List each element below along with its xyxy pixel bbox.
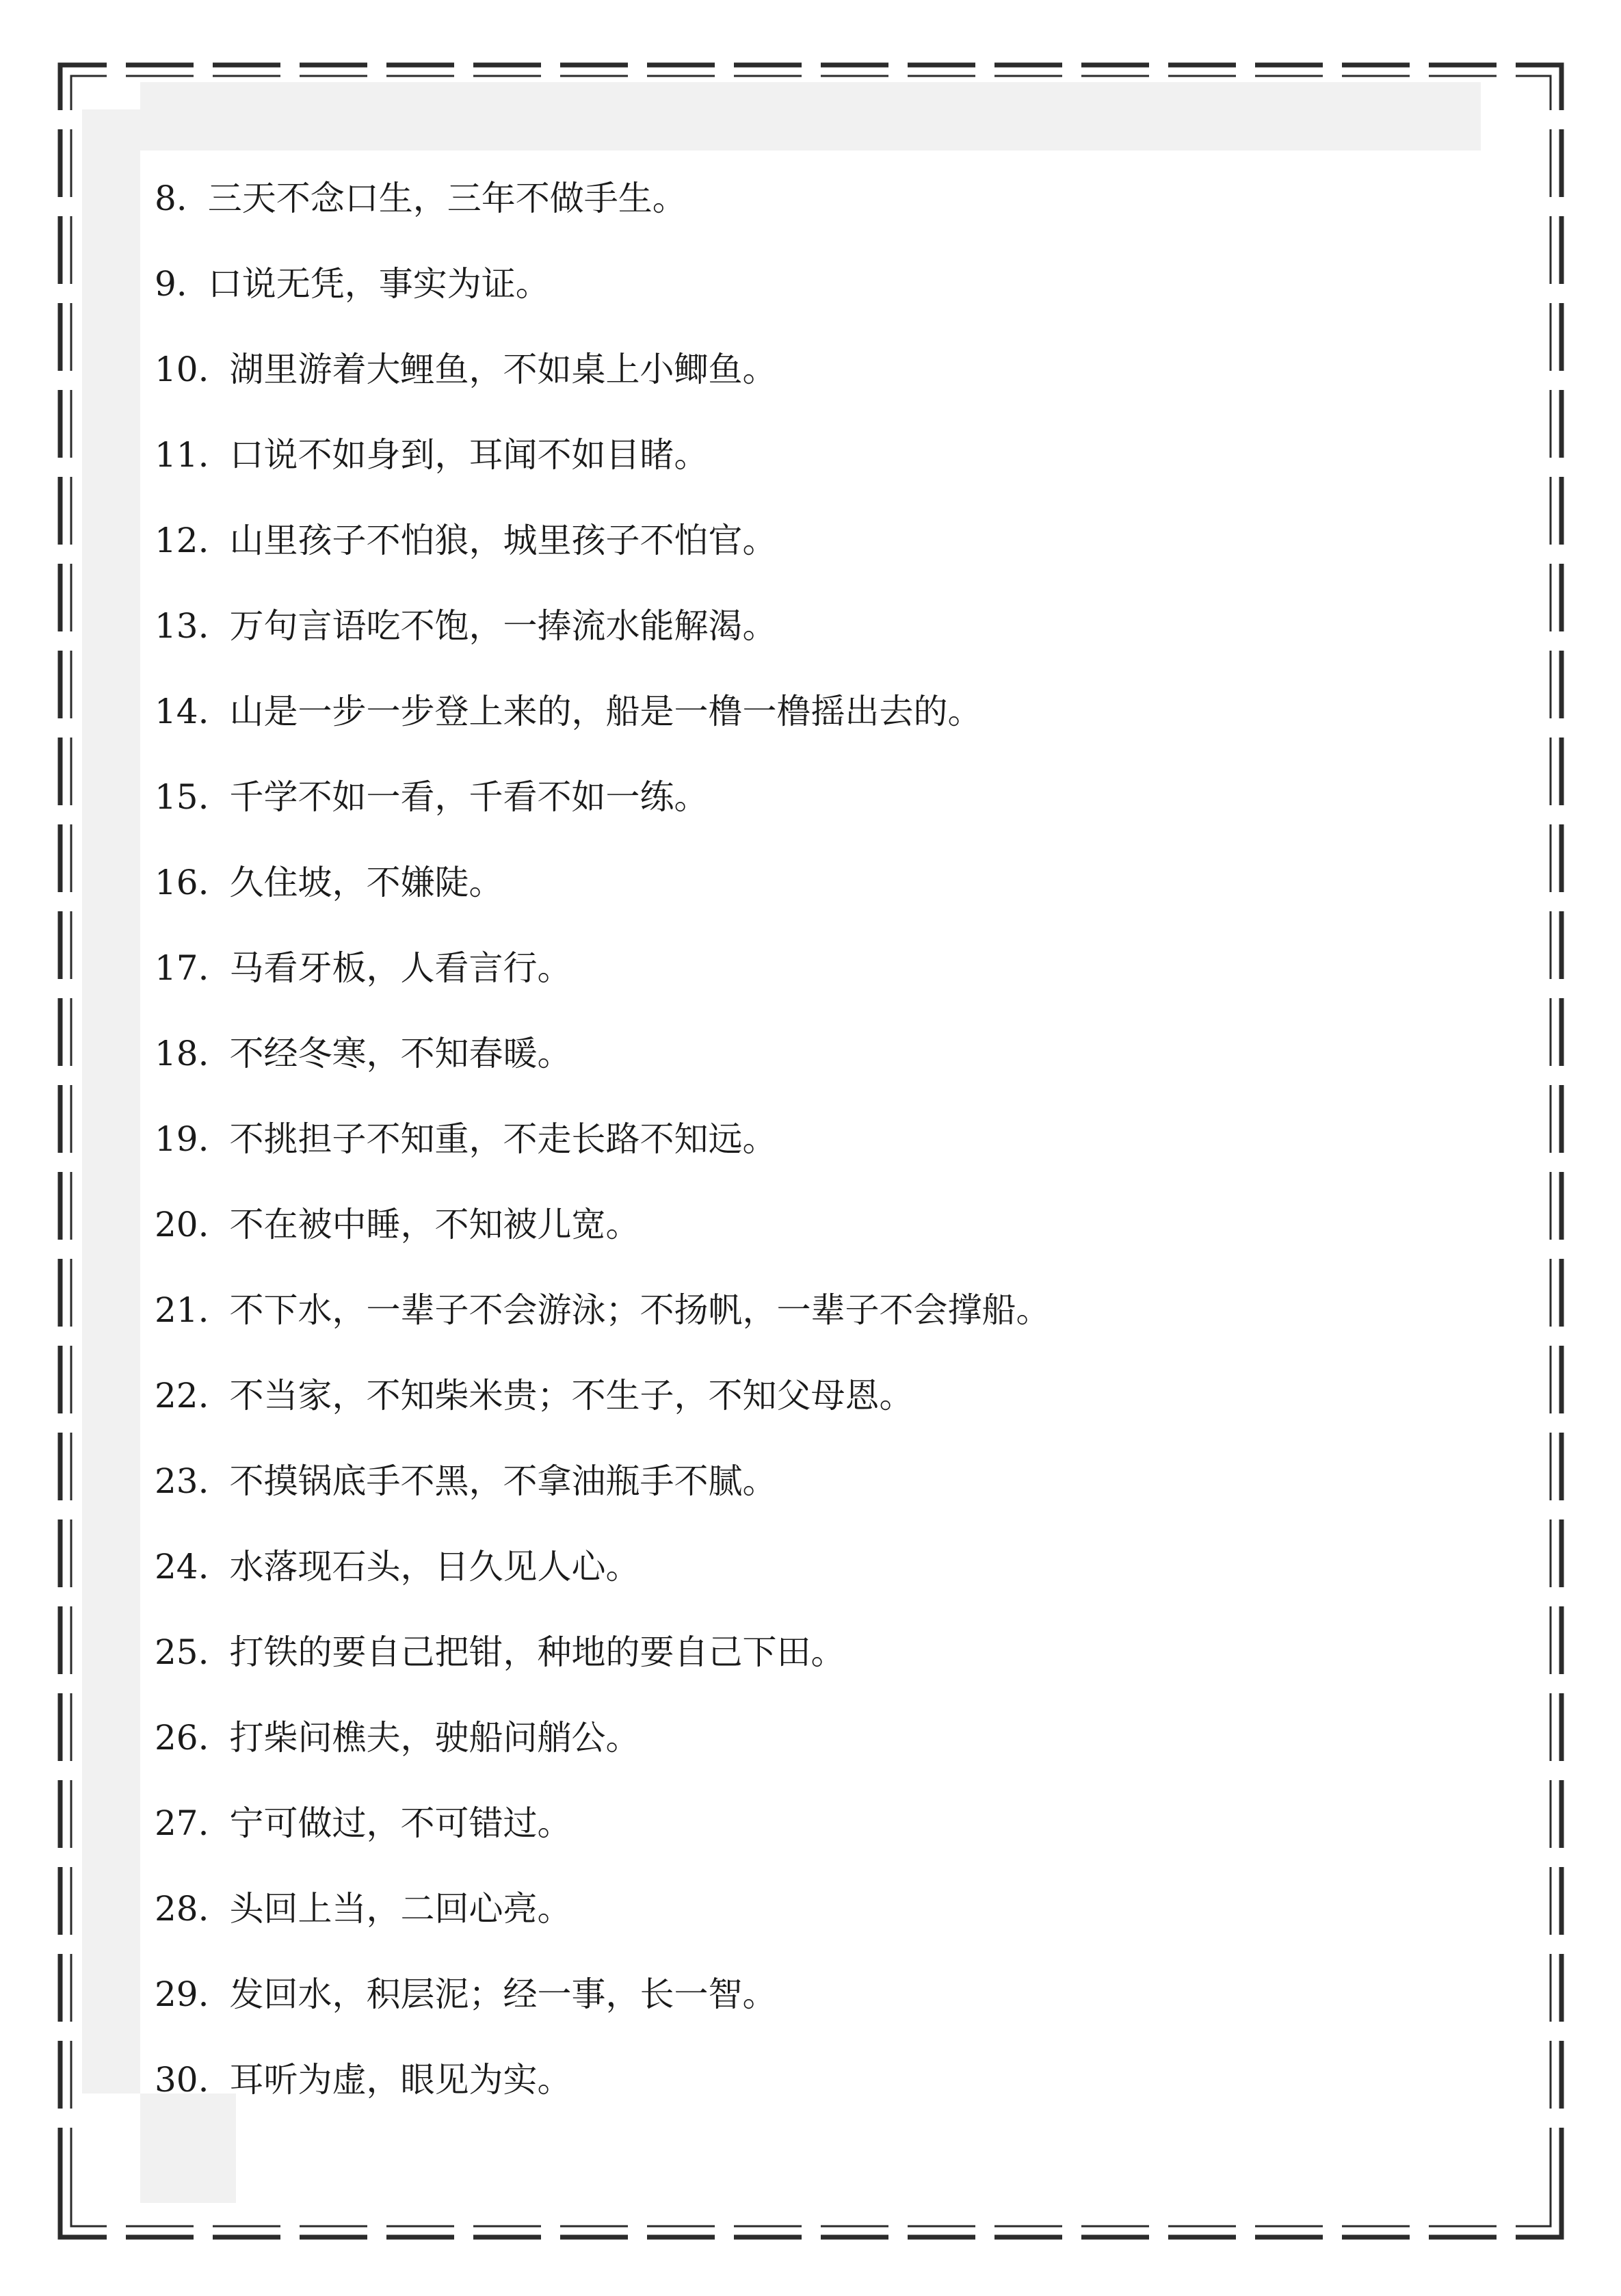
proverb-text: 湖里游着大鲤鱼，不如桌上小鲫鱼。 <box>229 350 777 389</box>
proverb-number: 21. <box>155 1290 209 1330</box>
proverb-text: 宁可做过，不可错过。 <box>229 1803 572 1843</box>
proverb-item <box>155 1026 572 1081</box>
proverb-text: 头回上当，二回心亮。 <box>229 1889 572 1929</box>
proverb-number: 22. <box>155 1376 209 1416</box>
proverb-text: 三天不念口生，三年不做手生。 <box>207 179 687 218</box>
proverb-item <box>155 1454 777 1509</box>
proverb-number: 26. <box>155 1718 209 1758</box>
proverb-item <box>155 684 982 739</box>
proverb-number: 13. <box>155 606 209 646</box>
proverb-item <box>155 1796 572 1851</box>
proverb-number: 28. <box>155 1889 209 1929</box>
proverb-item <box>155 171 687 226</box>
proverb-text: 打铁的要自己把钳，种地的要自己下田。 <box>229 1632 845 1672</box>
proverb-item <box>155 1967 777 2022</box>
proverb-number: 14. <box>155 692 209 731</box>
proverb-text: 久住坡，不嫌陡。 <box>229 863 503 902</box>
proverb-item <box>155 1283 1051 1338</box>
proverb-number: 18. <box>155 1034 209 1073</box>
proverb-number: 16. <box>155 863 209 902</box>
proverb-item <box>155 257 550 311</box>
proverb-number: 24. <box>155 1547 209 1587</box>
proverb-number: 29. <box>155 1974 209 2014</box>
proverb-text: 发回水，积层泥；经一事，长一智。 <box>229 1974 777 2014</box>
proverb-item <box>155 599 777 653</box>
proverb-text: 万句言语吃不饱，一捧流水能解渴。 <box>229 606 777 646</box>
proverb-text: 马看牙板，人看言行。 <box>229 948 572 988</box>
proverb-number: 27. <box>155 1803 209 1843</box>
proverb-number: 23. <box>155 1461 209 1501</box>
proverb-text: 不摸锅底手不黑，不拿油瓶手不腻。 <box>229 1461 777 1501</box>
proverb-item <box>155 1881 572 1936</box>
proverb-number: 9. <box>155 264 187 304</box>
proverb-text: 口说不如身到，耳闻不如目睹。 <box>229 435 709 475</box>
proverb-item <box>155 1710 640 1765</box>
proverb-text: 不在被中睡，不知被儿宽。 <box>229 1205 640 1244</box>
proverb-number: 25. <box>155 1632 209 1672</box>
proverb-item <box>155 1368 914 1423</box>
proverb-number: 30. <box>155 2060 209 2100</box>
proverb-item <box>155 1625 845 1680</box>
proverb-number: 17. <box>155 948 209 988</box>
proverb-item <box>155 1539 640 1594</box>
proverb-number: 20. <box>155 1205 209 1244</box>
proverb-text: 口说无凭，事实为证。 <box>207 264 550 304</box>
proverb-text: 打柴问樵夫，驶船问艄公。 <box>229 1718 640 1758</box>
proverb-text: 不挑担子不知重，不走长路不知远。 <box>229 1119 777 1159</box>
proverb-item <box>155 342 777 397</box>
proverb-item <box>155 770 709 824</box>
proverb-text: 山是一步一步登上来的，船是一橹一橹摇出去的。 <box>229 692 982 731</box>
proverb-number: 12. <box>155 521 209 560</box>
proverb-number: 11. <box>155 435 209 475</box>
proverb-number: 19. <box>155 1119 209 1159</box>
proverb-item <box>155 941 572 995</box>
proverb-item <box>155 513 777 568</box>
proverb-item <box>155 2052 572 2107</box>
proverb-text: 耳听为虚，眼见为实。 <box>229 2060 572 2100</box>
proverb-item <box>155 855 503 910</box>
proverb-item <box>155 1197 640 1252</box>
proverb-text: 千学不如一看，千看不如一练。 <box>229 777 709 817</box>
proverb-text: 不当家，不知柴米贵；不生子，不知父母恩。 <box>229 1376 914 1416</box>
proverb-text: 不经冬寒，不知春暖。 <box>229 1034 572 1073</box>
proverb-text: 不下水，一辈子不会游泳；不扬帆，一辈子不会撑船。 <box>229 1290 1051 1330</box>
proverb-item <box>155 428 709 482</box>
proverb-item <box>155 1112 777 1166</box>
proverb-text: 水落现石头，日久见人心。 <box>229 1547 640 1587</box>
proverb-text: 山里孩子不怕狼，城里孩子不怕官。 <box>229 521 777 560</box>
proverb-number: 15. <box>155 777 209 817</box>
proverb-number: 10. <box>155 350 209 389</box>
proverb-number: 8. <box>155 179 187 218</box>
